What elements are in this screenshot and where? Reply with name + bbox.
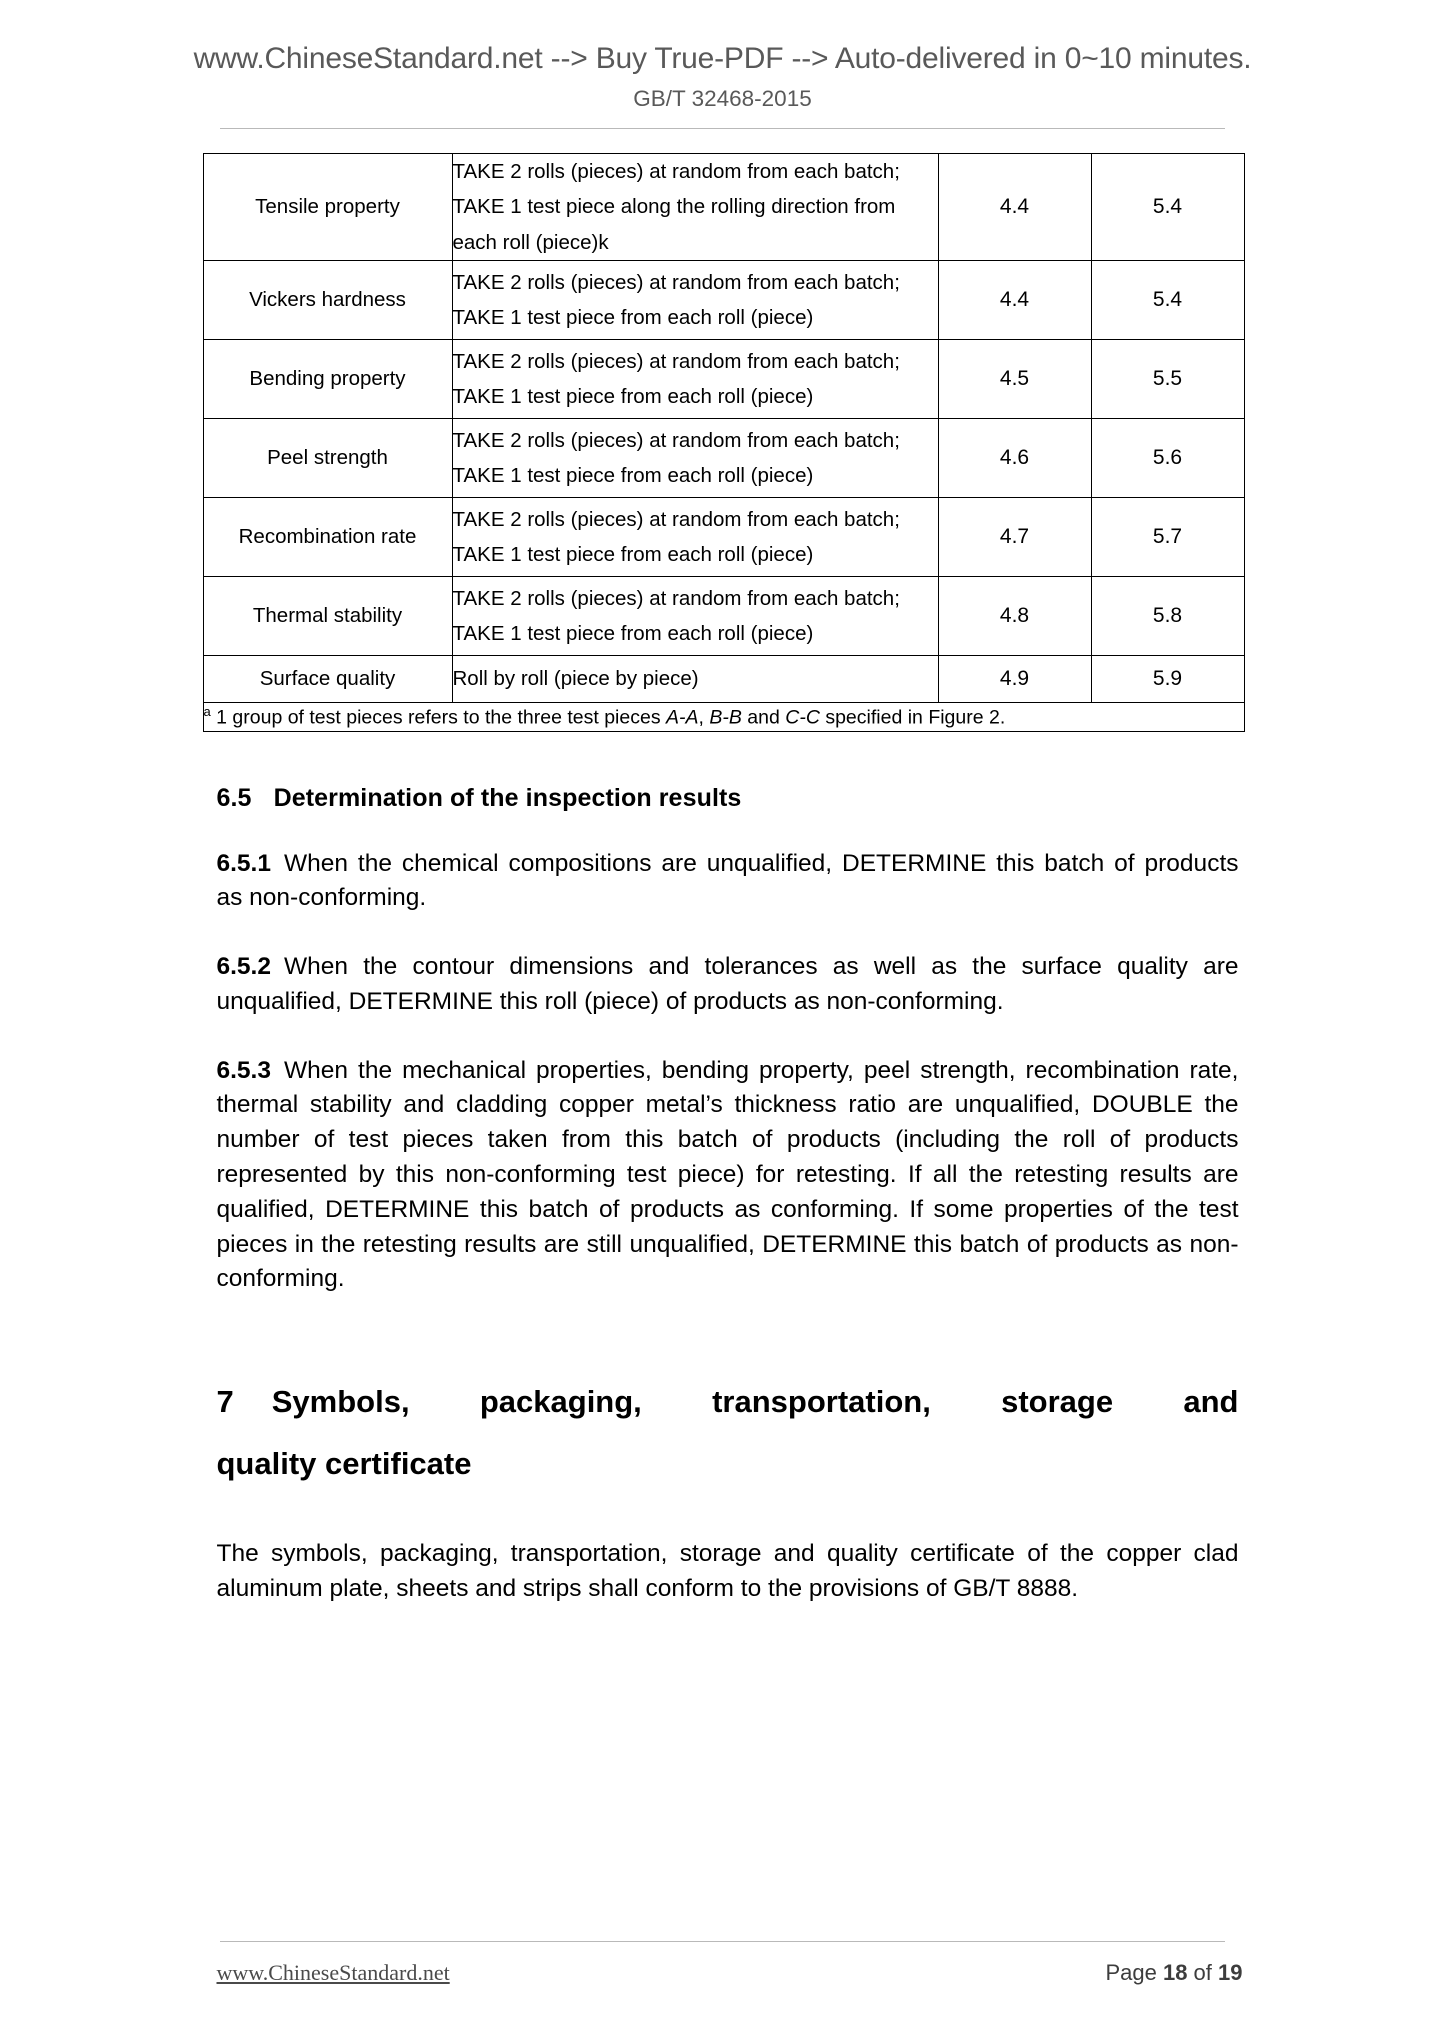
table-cell-col4: 5.6 <box>1091 418 1244 497</box>
section-title: Determination of the inspection results <box>273 783 742 812</box>
paragraph-text: When the contour dimensions and tolerances as well as the surface quality are unqualified, DETERMINE this roll (piece) of products as non-conforming. <box>216 953 1239 1015</box>
table-footnote-row <box>203 702 1244 731</box>
section-title-line1: Symbols, packaging, transportation, storage and <box>271 1384 1239 1420</box>
table-cell-col4: 5.8 <box>1091 576 1244 655</box>
table-row <box>203 576 1244 655</box>
method-line: TAKE 1 test piece from each roll (piece) <box>452 542 814 566</box>
table-cell-col4: 5.7 <box>1091 497 1244 576</box>
table-row <box>203 154 1244 261</box>
section-7-body: The symbols, packaging, transportation, storage and quality certificate of the copper clad aluminum plate, sheets and strips shall conform to the provisions of GB/T 8888. <box>216 1540 1239 1602</box>
page-header <box>0 0 1445 129</box>
table-cell-col3: 4.7 <box>938 497 1091 576</box>
page-total: 19 <box>1218 1960 1243 1985</box>
table-cell-method <box>452 154 938 261</box>
table-cell-method <box>452 260 938 339</box>
page-number <box>1105 1960 1242 1986</box>
footer-divider <box>220 1941 1225 1942</box>
table-cell-method <box>452 418 938 497</box>
paragraph-653 <box>217 1054 1239 1297</box>
table-body <box>203 154 1244 732</box>
footnote-part1: 1 group of test pieces refers to the three test pieces <box>210 706 666 729</box>
footnote-part3: and <box>741 706 786 729</box>
table-row <box>203 260 1244 339</box>
sampling-table <box>203 153 1245 732</box>
table-cell-method <box>452 497 938 576</box>
method-line: TAKE 2 rolls (pieces) at random from each batch; <box>452 349 900 373</box>
paragraph-text: When the mechanical properties, bending property, peel strength, recombination rate, thermal stability and cladding copper metal’s thickness ratio are unqualified, DOUBLE the number of test pieces taken from this batch of products (including the roll of products represented by this non-conforming test piece) for retesting. If all the retesting results are qualified, DETERMINE this batch of products as conforming. If some properties of the test pieces in the retesting results are still unqualified, DETERMINE this batch of products as non-conforming. <box>216 1056 1239 1293</box>
paragraph-label: 6.5.3 <box>216 1056 271 1084</box>
paragraph-text: When the chemical compositions are unqualified, DETERMINE this batch of products as non-conforming. <box>216 849 1239 912</box>
footnote-part2: , <box>698 706 710 729</box>
method-line: TAKE 2 rolls (pieces) at random from each batch; <box>452 507 900 531</box>
page-mid: of <box>1187 1960 1219 1985</box>
paragraph-label: 6.5.1 <box>216 849 271 877</box>
footer-row <box>203 1960 1243 1986</box>
footnote-em-bb: B-B <box>709 706 742 729</box>
table-cell-col3: 4.9 <box>938 655 1091 702</box>
method-line: TAKE 2 rolls (pieces) at random from each batch; <box>452 586 900 610</box>
table-row <box>203 655 1244 702</box>
table-cell-method <box>452 576 938 655</box>
table-cell-method <box>452 339 938 418</box>
page-content <box>203 153 1243 1607</box>
paragraph-652 <box>217 950 1239 1020</box>
section-heading-65 <box>217 784 1243 813</box>
page-prefix: Page <box>1105 1960 1163 1985</box>
table-cell-col4: 5.4 <box>1091 154 1244 261</box>
method-line: Roll by roll (piece by piece) <box>452 667 699 691</box>
footnote-marker: a <box>203 703 211 719</box>
method-line: each roll (piece)k <box>452 230 609 254</box>
standard-number: GB/T 32468-2015 <box>633 86 812 111</box>
page-current: 18 <box>1162 1960 1188 1985</box>
table-cell-col3: 4.6 <box>938 418 1091 497</box>
method-line: TAKE 1 test piece along the rolling direction from <box>452 195 896 219</box>
section-number: 7 <box>216 1384 234 1420</box>
promo-banner: www.ChineseStandard.net --> Buy True-PDF --> Auto-delivered in 0~10 minutes. <box>193 42 1252 75</box>
method-line: TAKE 1 test piece from each roll (piece) <box>452 305 814 329</box>
section-number: 6.5 <box>216 783 252 812</box>
table-cell-col3: 4.8 <box>938 576 1091 655</box>
table-cell-col4: 5.5 <box>1091 339 1244 418</box>
table-cell-method <box>452 655 938 702</box>
footnote-em-cc: C-C <box>785 706 820 729</box>
section-heading-7 <box>217 1371 1239 1495</box>
section-7-line2: quality certificate <box>216 1446 472 1482</box>
table-cell-col4: 5.4 <box>1091 260 1244 339</box>
method-line: TAKE 2 rolls (pieces) at random from each batch; <box>452 160 900 183</box>
table-cell-col4: 5.9 <box>1091 655 1244 702</box>
table-cell-item: Tensile property <box>203 154 452 261</box>
method-line: TAKE 1 test piece from each roll (piece) <box>452 463 814 487</box>
table-cell-item: Peel strength <box>203 418 452 497</box>
footnote-em-aa: A-A <box>666 706 699 729</box>
paragraph-651 <box>217 847 1239 917</box>
method-line: TAKE 2 rolls (pieces) at random from each batch; <box>452 428 900 452</box>
table-cell-item: Surface quality <box>203 655 452 702</box>
table-cell-item: Thermal stability <box>203 576 452 655</box>
method-line: TAKE 1 test piece from each roll (piece) <box>452 621 814 645</box>
paragraph-label: 6.5.2 <box>216 953 271 981</box>
table-cell-col3: 4.4 <box>938 154 1091 261</box>
method-line: TAKE 1 test piece from each roll (piece) <box>452 384 814 408</box>
table-cell-col3: 4.4 <box>938 260 1091 339</box>
section-7-line1 <box>217 1371 1239 1433</box>
table-cell-item: Vickers hardness <box>203 260 452 339</box>
footnote-part4: specified in Figure 2. <box>819 706 1006 729</box>
footer-site-link[interactable]: www.ChineseStandard.net <box>216 1960 450 1985</box>
table-cell-col3: 4.5 <box>938 339 1091 418</box>
header-divider <box>220 128 1225 129</box>
table-row <box>203 339 1244 418</box>
table-row <box>203 418 1244 497</box>
method-line: TAKE 2 rolls (pieces) at random from each batch; <box>452 270 900 294</box>
table-cell-item: Bending property <box>203 339 452 418</box>
table-footnote <box>203 702 1244 731</box>
page-footer <box>0 1941 1445 1986</box>
table-cell-item: Recombination rate <box>203 497 452 576</box>
table-row <box>203 497 1244 576</box>
